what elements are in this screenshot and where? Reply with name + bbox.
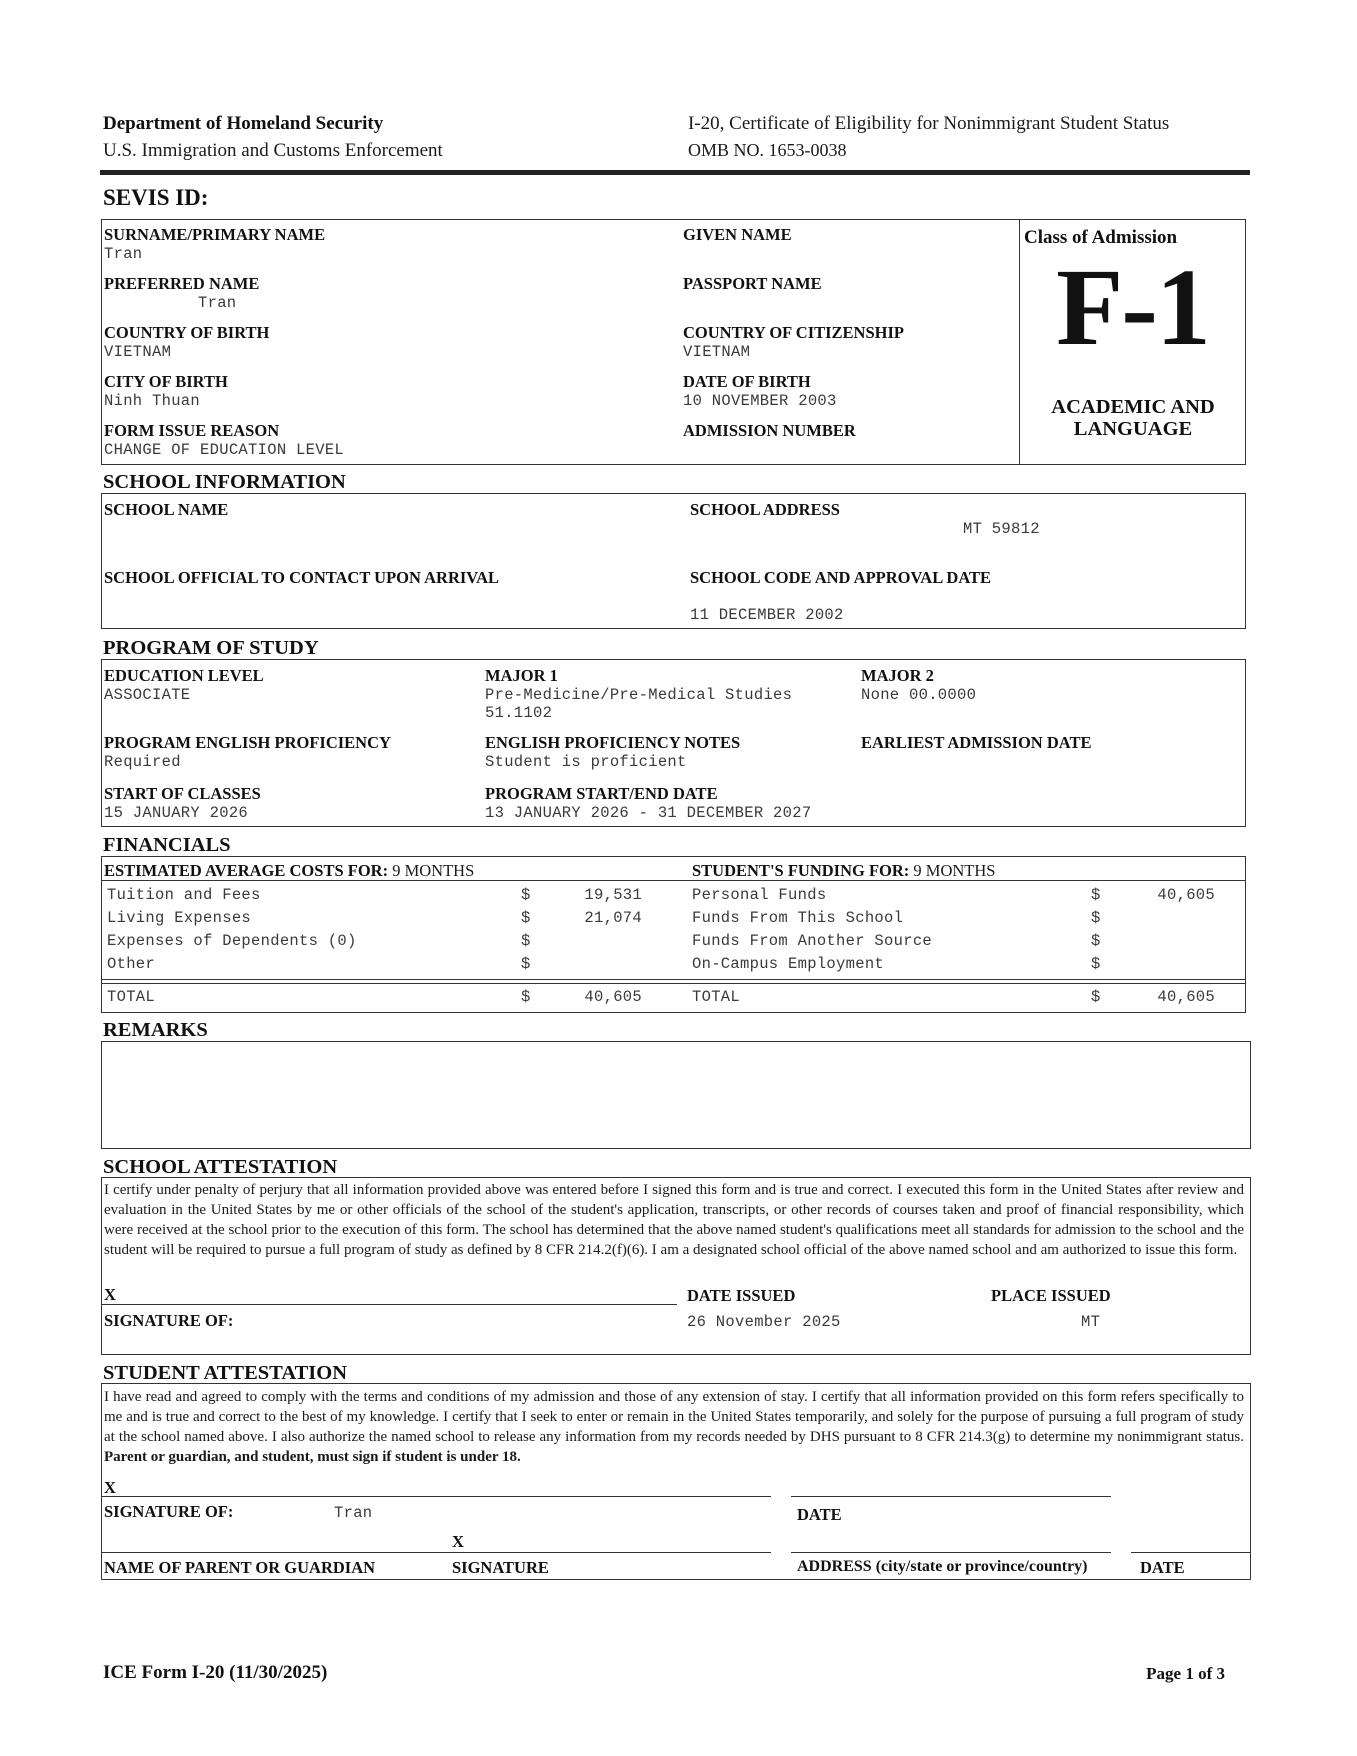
school-signature-line xyxy=(101,1304,677,1305)
parent-sign-x: X xyxy=(452,1532,464,1551)
date-issued-value: 26 November 2025 xyxy=(687,1313,841,1331)
student-date-line xyxy=(791,1496,1111,1497)
costs-total-label: TOTAL xyxy=(107,988,156,1006)
parent-name-label: NAME OF PARENT OR GUARDIAN xyxy=(104,1558,376,1577)
form-issue-reason-label: FORM ISSUE REASON xyxy=(104,421,280,440)
funding-total-value: 40,605 xyxy=(1157,988,1215,1006)
program-heading: PROGRAM OF STUDY xyxy=(103,637,319,659)
student-attestation-heading: STUDENT ATTESTATION xyxy=(103,1362,347,1384)
english-proficiency-label: PROGRAM ENGLISH PROFICIENCY xyxy=(104,733,391,752)
header-rule xyxy=(100,170,1250,175)
given-name-label: GIVEN NAME xyxy=(683,225,792,244)
proficiency-notes-label: ENGLISH PROFICIENCY NOTES xyxy=(485,733,741,752)
funding-total-label: TOTAL xyxy=(692,988,741,1006)
student-sign-x: X xyxy=(104,1478,116,1497)
student-signature-label: SIGNATURE OF: xyxy=(104,1502,234,1521)
costs-total-value: 40,605 xyxy=(584,988,642,1006)
department-name: Department of Homeland Security xyxy=(103,113,384,134)
student-signature-name: Tran xyxy=(334,1504,373,1522)
city-of-birth-value: Ninh Thuan xyxy=(104,392,201,410)
sevis-id-label: SEVIS ID: xyxy=(103,185,209,210)
school-info-box xyxy=(101,493,1246,629)
preferred-name-label: PREFERRED NAME xyxy=(104,274,260,293)
funding-total-currency: $ xyxy=(1091,988,1101,1006)
student-date-label: DATE xyxy=(797,1505,842,1524)
funding-currency: $ xyxy=(1091,886,1101,904)
funding-label: Personal Funds xyxy=(692,886,827,904)
remarks-text xyxy=(102,1042,1250,1054)
class-desc-line2: LANGUAGE xyxy=(1073,418,1193,440)
form-id: ICE Form I-20 (11/30/2025) xyxy=(103,1662,328,1683)
funding-currency: $ xyxy=(1091,955,1101,973)
school-attestation-heading: SCHOOL ATTESTATION xyxy=(103,1156,338,1178)
student-attestation-text xyxy=(104,1387,1244,1467)
funding-header xyxy=(692,861,995,881)
major2-label: MAJOR 2 xyxy=(861,666,934,685)
school-code-label: SCHOOL CODE AND APPROVAL DATE xyxy=(690,568,992,587)
school-signature-label: SIGNATURE OF: xyxy=(104,1311,234,1330)
costs-total-currency: $ xyxy=(521,988,531,1006)
financials-total-rule-2 xyxy=(101,983,1246,984)
cost-label: Tuition and Fees xyxy=(107,886,261,904)
parent-date-line xyxy=(1131,1552,1251,1553)
date-of-birth-label: DATE OF BIRTH xyxy=(683,372,811,391)
cost-currency: $ xyxy=(521,955,531,973)
school-info-heading: SCHOOL INFORMATION xyxy=(103,471,346,493)
student-signature-line xyxy=(101,1496,771,1497)
major1-value: Pre-Medicine/Pre-Medical Studies xyxy=(485,686,793,704)
student-attestation-body: I have read and agreed to comply with the terms and conditions of my admission and those of any extension of stay. I certify that all information provided on this form refers specifically to me and is true and correct to the best of my knowledge. I certify that I seek to enter or remain in the United States temporarily, and solely for the purpose of pursuing a full program of study at the school named above. I also authorize the named school to release any information from my records needed by DHS pursuant to 8 CFR 214.3(g) to determine my nonimmigrant status. xyxy=(104,1389,1244,1445)
cost-label: Expenses of Dependents (0) xyxy=(107,932,357,950)
preferred-name-value: Tran xyxy=(198,294,237,312)
class-divider xyxy=(1019,219,1020,465)
funding-amount: 40,605 xyxy=(1157,886,1215,904)
agency-name: U.S. Immigration and Customs Enforcement xyxy=(103,140,443,161)
passport-name-label: PASSPORT NAME xyxy=(683,274,822,293)
omb-number: OMB NO. 1653-0038 xyxy=(688,140,847,160)
funding-currency: $ xyxy=(1091,932,1101,950)
school-official-label: SCHOOL OFFICIAL TO CONTACT UPON ARRIVAL xyxy=(104,568,500,587)
cost-label: Living Expenses xyxy=(107,909,252,927)
city-of-birth-label: CITY OF BIRTH xyxy=(104,372,228,391)
country-of-citizenship-label: COUNTRY OF CITIZENSHIP xyxy=(683,323,904,342)
surname-value: Tran xyxy=(104,245,143,263)
cost-amount: 21,074 xyxy=(584,909,642,927)
date-of-birth-value: 10 NOVEMBER 2003 xyxy=(683,392,837,410)
costs-header xyxy=(104,861,474,881)
major1-cip: 51.1102 xyxy=(485,704,553,722)
country-of-birth-value: VIETNAM xyxy=(104,343,172,361)
parent-date-label: DATE xyxy=(1140,1558,1185,1577)
earliest-admission-label: EARLIEST ADMISSION DATE xyxy=(861,733,1092,752)
funding-currency: $ xyxy=(1091,909,1101,927)
school-address-label: SCHOOL ADDRESS xyxy=(690,500,840,519)
cost-label: Other xyxy=(107,955,156,973)
costs-header-label: ESTIMATED AVERAGE COSTS FOR: xyxy=(104,861,389,880)
funding-label: On-Campus Employment xyxy=(692,955,885,973)
school-attestation-text: I certify under penalty of perjury that all information provided above was entered before I signed this form and is true and correct. I executed this form in the United States after review and evaluation in the United States by me or other officials of the school of the student's application, transcripts, or other records of courses taken and proof of financial responsibility, which were received at the school prior to the execution of this form. The school has determined that the above named student's qualifications meet all standards for admission to the school and the student will be required to pursue a full program of study as defined by 8 CFR 214.2(f)(6). I am a designated school official of the above named school and am authorized to issue this form. xyxy=(104,1182,1244,1258)
remarks-box xyxy=(101,1041,1251,1149)
program-dates-value: 13 JANUARY 2026 - 31 DECEMBER 2027 xyxy=(485,804,812,822)
funding-label: Funds From Another Source xyxy=(692,932,933,950)
approval-date-value: 11 DECEMBER 2002 xyxy=(690,606,844,624)
program-dates-label: PROGRAM START/END DATE xyxy=(485,784,718,803)
start-of-classes-label: START OF CLASSES xyxy=(104,784,261,803)
proficiency-notes-value: Student is proficient xyxy=(485,753,687,771)
admission-number-label: ADMISSION NUMBER xyxy=(683,421,856,440)
student-attestation-note: Parent or guardian, and student, must sign if student is under 18. xyxy=(104,1449,521,1465)
parent-address-label: ADDRESS (city/state or province/country) xyxy=(797,1558,1088,1575)
place-issued-label: PLACE ISSUED xyxy=(991,1286,1111,1305)
school-name-label: SCHOOL NAME xyxy=(104,500,229,519)
english-proficiency-value: Required xyxy=(104,753,181,771)
financials-heading: FINANCIALS xyxy=(103,834,231,856)
form-issue-reason-value: CHANGE OF EDUCATION LEVEL xyxy=(104,441,345,459)
financials-total-rule-1 xyxy=(101,979,1246,980)
date-issued-label: DATE ISSUED xyxy=(687,1286,796,1305)
education-level-label: EDUCATION LEVEL xyxy=(104,666,264,685)
class-of-admission-label: Class of Admission xyxy=(1024,227,1178,248)
cost-currency: $ xyxy=(521,886,531,904)
country-of-citizenship-value: VIETNAM xyxy=(683,343,751,361)
parent-line xyxy=(101,1552,771,1553)
cost-currency: $ xyxy=(521,909,531,927)
page-number: Page 1 of 3 xyxy=(1146,1664,1225,1683)
school-sign-x: X xyxy=(104,1285,116,1304)
parent-signature-label: SIGNATURE xyxy=(452,1558,549,1577)
place-issued-value: MT xyxy=(1081,1313,1101,1331)
funding-header-label: STUDENT'S FUNDING FOR: xyxy=(692,861,910,880)
class-code: F-1 xyxy=(1056,246,1209,368)
class-desc-line1: ACADEMIC AND xyxy=(1051,396,1215,418)
surname-label: SURNAME/PRIMARY NAME xyxy=(104,225,326,244)
country-of-birth-label: COUNTRY OF BIRTH xyxy=(104,323,270,342)
remarks-heading: REMARKS xyxy=(103,1019,208,1041)
funding-period: 9 MONTHS xyxy=(913,861,996,880)
school-address-value: MT 59812 xyxy=(963,520,1040,538)
major1-label: MAJOR 1 xyxy=(485,666,558,685)
form-title: I-20, Certificate of Eligibility for Nonimmigrant Student Status xyxy=(688,113,1170,134)
cost-currency: $ xyxy=(521,932,531,950)
costs-period: 9 MONTHS xyxy=(392,861,475,880)
address-line xyxy=(791,1552,1111,1553)
cost-amount: 19,531 xyxy=(584,886,642,904)
start-of-classes-value: 15 JANUARY 2026 xyxy=(104,804,249,822)
funding-label: Funds From This School xyxy=(692,909,904,927)
education-level-value: ASSOCIATE xyxy=(104,686,191,704)
major2-value: None 00.0000 xyxy=(861,686,977,704)
